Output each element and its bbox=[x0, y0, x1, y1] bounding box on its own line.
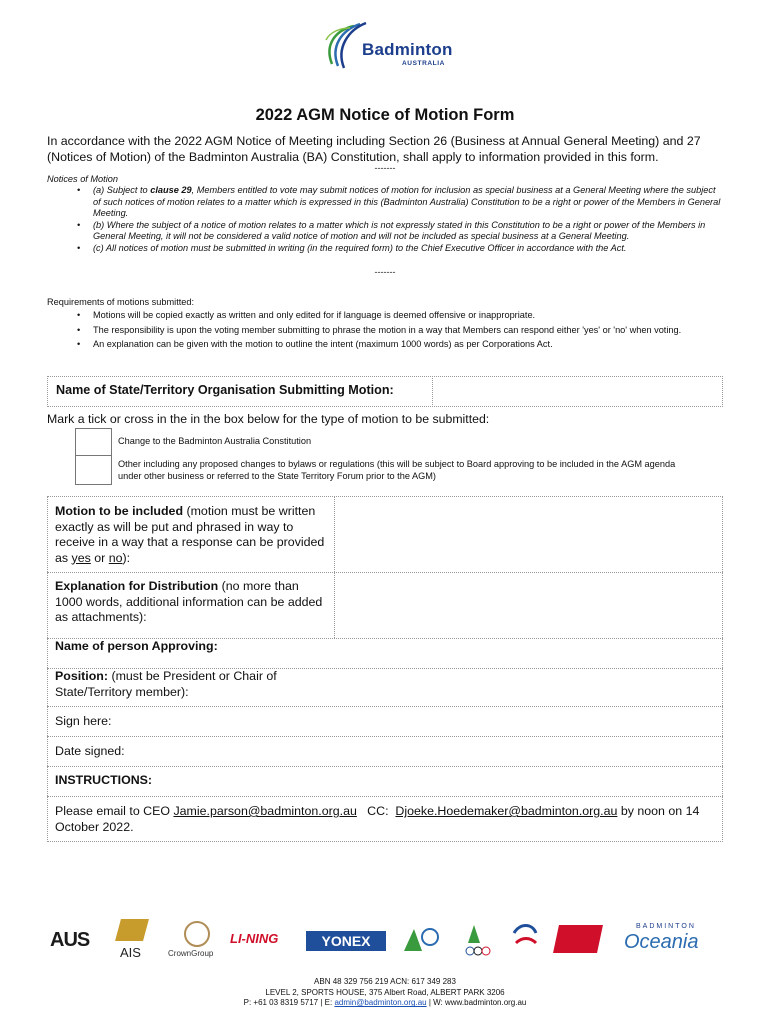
position-label[interactable]: Position: (must be President or Chair of State/Territory member): bbox=[55, 669, 277, 699]
bwf-logo-icon bbox=[553, 925, 603, 953]
olympic-committee-icon bbox=[458, 921, 498, 959]
commonwealth-games-icon bbox=[400, 921, 450, 959]
mark-instruction: Mark a tick or cross in the in the box below for the type of motion to be submitted: bbox=[47, 412, 490, 426]
notice-item-b: • (b) Where the subject of a notice of motion relates to a matter which is not expressly stated in this Constitution to be a right or power of the Members in General Meeting, it will not be considered a valid notice of motion and will not be included as special business at a General Meeting. bbox=[75, 220, 725, 243]
row-divider bbox=[47, 796, 723, 797]
sponsor-yonex-logo: YONEX bbox=[306, 931, 386, 951]
explanation-input[interactable] bbox=[336, 573, 722, 637]
instructions-heading: INSTRUCTIONS: bbox=[55, 773, 153, 787]
badminton-australia-logo bbox=[316, 20, 456, 80]
org-name-divider bbox=[432, 376, 433, 407]
sponsor-aus-logo: AUS bbox=[50, 929, 90, 951]
notices-list bbox=[75, 185, 725, 255]
sponsor-lining-logo: LI-NING bbox=[230, 931, 279, 946]
person-approving-label[interactable]: Name of person Approving: bbox=[55, 639, 218, 653]
org-name-label: Name of State/Territory Organisation Submitting Motion: bbox=[56, 383, 394, 397]
footer-abn: ABN 48 329 756 219 ACN: 617 349 283 bbox=[314, 977, 456, 986]
notice-item-a: • (a) Subject to clause 29, Members entitled to vote may submit notices of motion for inclusion as special business at a General Meeting where the subject of such notices of motion relates to a matter which is expressed in this (Badminton Australia) Constitution to be a right or power of the Members in General Meeting. bbox=[75, 185, 725, 220]
requirement-item: • The responsibility is upon the voting member submitting to phrase the motion in a way that Members can respond either 'yes' or 'no' when voting. bbox=[75, 325, 725, 337]
motion-input[interactable] bbox=[336, 497, 722, 571]
cc-email-link[interactable]: Djoeke.Hoedemaker@badminton.org.au bbox=[395, 804, 618, 818]
motion-label: Motion to be included (motion must be written exactly as will be put and phrased in way to receive in a way that a response can be provided as yes or no): bbox=[55, 504, 325, 565]
separator-top: ------- bbox=[374, 163, 396, 173]
separator-bottom: ------- bbox=[374, 267, 396, 277]
requirements-list bbox=[75, 310, 725, 354]
sponsor-crowngroup-logo: CrownGroup bbox=[168, 949, 214, 958]
logo-wordmark: Badminton bbox=[362, 40, 453, 59]
paralympics-icon bbox=[506, 921, 546, 959]
footer-contact: P: +61 03 8319 5717 | E: admin@badminton.org.au | W: www.badminton.org.au bbox=[243, 998, 527, 1008]
intro-paragraph: In accordance with the 2022 AGM Notice of Meeting including Section 26 (Business at Annual General Meeting) and 27 (Notices of Motion) of the Badminton Australia (BA) Constitution, shall apply to information provided in this form. bbox=[47, 134, 701, 164]
row-divider bbox=[47, 766, 723, 767]
footer bbox=[0, 977, 770, 1009]
page-title: 2022 AGM Notice of Motion Form bbox=[255, 106, 515, 124]
notice-item-c: • (c) All notices of motion must be submitted in writing (in the required form) to the Chief Executive Officer in accordance with the Act. bbox=[75, 243, 725, 255]
option-other-label: Other including any proposed changes to bylaws or regulations (this will be subject to Board approving to be included in the AGM agenda under other business or referred to the State Territory Forum prior to the AGM) bbox=[118, 459, 676, 481]
sponsor-ais-logo: AIS bbox=[120, 945, 141, 960]
option-constitution-label: Change to the Badminton Australia Constitution bbox=[118, 436, 312, 446]
requirements-heading: Requirements of motions submitted: bbox=[47, 297, 195, 307]
notices-heading: Notices of Motion bbox=[47, 174, 118, 184]
logo-subtitle: AUSTRALIA bbox=[402, 60, 445, 67]
ais-mark-icon bbox=[115, 919, 149, 941]
ceo-email-link[interactable]: Jamie.parson@badminton.org.au bbox=[173, 804, 357, 818]
footer-email-link[interactable]: admin@badminton.org.au bbox=[334, 998, 427, 1008]
row-divider bbox=[47, 736, 723, 737]
sponsor-oceania-logo: Oceania bbox=[624, 931, 699, 953]
email-instructions: Please email to CEO Jamie.parson@badminton.org.au CC: Djoeke.Hoedemaker@badminton.org.au by noon on 14 October 2022. bbox=[55, 804, 700, 834]
sign-here-label[interactable]: Sign here: bbox=[55, 714, 112, 728]
sponsor-badminton-label: BADMINTON bbox=[636, 923, 696, 930]
checkbox-constitution[interactable] bbox=[75, 428, 112, 456]
explanation-label: Explanation for Distribution (no more than 1000 words, additional information can be added as attachments): bbox=[55, 579, 323, 624]
requirement-item: • Motions will be copied exactly as written and only edited for if language is deemed offensive or inappropriate. bbox=[75, 310, 725, 322]
date-signed-label[interactable]: Date signed: bbox=[55, 744, 125, 758]
form-column-divider bbox=[334, 496, 335, 638]
checkbox-other[interactable] bbox=[75, 455, 112, 485]
sponsor-logos bbox=[44, 915, 730, 965]
footer-address: LEVEL 2, SPORTS HOUSE, 375 Albert Road, ALBERT PARK 3206 bbox=[265, 987, 505, 997]
requirement-item: • An explanation can be given with the motion to outline the intent (maximum 1000 words) as per Corporations Act. bbox=[75, 339, 725, 351]
org-name-input[interactable] bbox=[434, 377, 722, 406]
crowngroup-mark-icon bbox=[184, 921, 210, 947]
row-divider bbox=[47, 706, 723, 707]
